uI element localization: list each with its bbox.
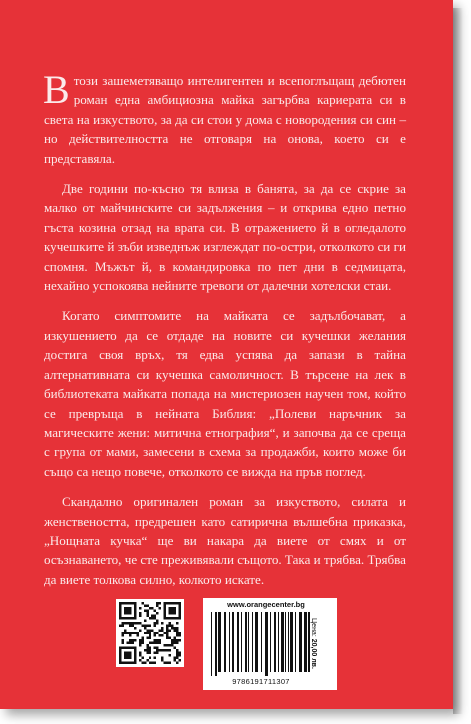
website-url: www.orangecenter.bg [227, 600, 305, 609]
book-edge-shadow [453, 8, 463, 714]
price-value: 20,00 лв. [310, 638, 317, 669]
blurb-paragraph-1 [43, 67, 406, 168]
blurb-paragraph-2: Две години по-късно тя влиза в банята, за да се скрие за малко от майчинските си задължения – и открива едно петно гъста козина отзад на врата си. В отражението й в огледалото кучешките й зъби изведнъж изглеждат по-остри, отколкото си ги спомня. Мъжът й, в командировка по пет дни в седмицата, нехайно успокоява нейните тревоги от далечни хотелски стаи. [44, 181, 406, 294]
blurb-paragraph-4: Скандално оригинален роман за изкуството, силата и женствеността, предрешен като сатирична вълшебна приказка, „Нощната кучка“ ще ви накара да виете от смях и от осъзнаването, че сте преживявали същото. Така и трябва. Трябва да виете толкова силно, колкото искате. [44, 494, 406, 587]
barcode-icon [209, 612, 313, 676]
blurb-paragraph-1-text: този зашеметяващо интелигентен и всепоглъщащ дебютен роман една амбициозна майка загърбва кариерата си в света на изкуството, за да си стои у дома с новородения си син – но действителността не отговаря на онова, което си е представяла. [44, 73, 406, 166]
dropcap-letter: В [43, 67, 70, 112]
isbn-number: 9786191711307 [232, 677, 290, 686]
blurb-paragraph-3: Когато симптомите на майката се задълбочават, а изкушението да се отдаде на новите си кучешки желания достига своя връх, тя едва успява да запази в тайна алтернативната си кучешка самоличност. В търсене на лек в библиотеката майката попада на мистериозен научен том, който се превръща в нейната Библия: „Полеви наръчник за магическите жени: митична етнография“, и започва да се среща с група от мами, замесени в схема за продажби, които може би също са нещо повече, отколкото се вижда на пръв поглед. [44, 308, 406, 479]
price-tag [310, 618, 317, 669]
barcode-label [203, 598, 337, 690]
qr-code-icon [116, 599, 184, 667]
price-label: Цена: [310, 618, 317, 637]
blurb-text [43, 67, 406, 600]
